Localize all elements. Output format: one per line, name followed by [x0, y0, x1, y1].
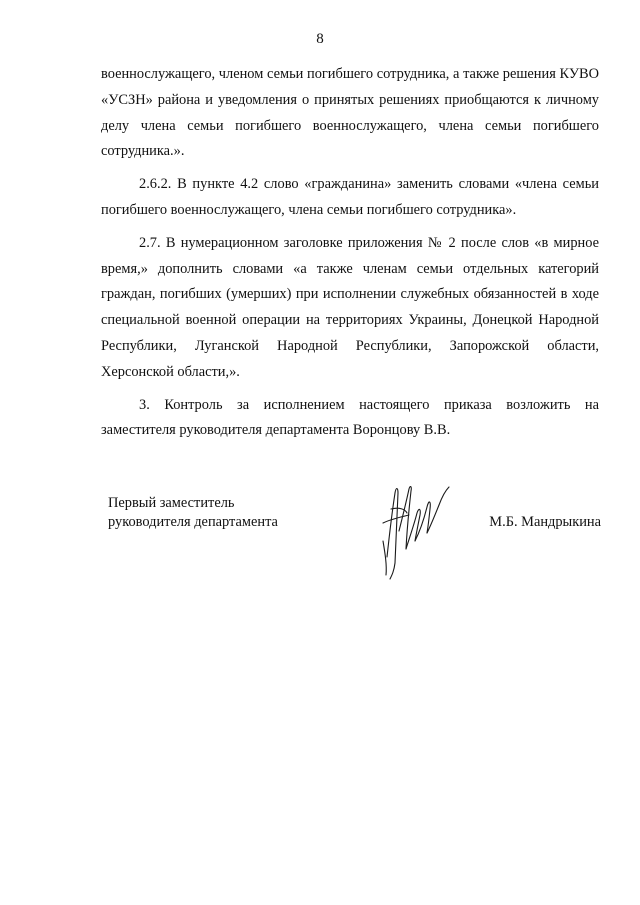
- page-number: 8: [316, 31, 324, 47]
- handwritten-signature-icon: [369, 479, 459, 589]
- paragraph-2-7: 2.7. В нумерационном заголовке приложения № 2 после слов «в мирное время,» дополнить словами «а также членам семьи отдельных категорий граждан, погибших (умерших) при исполнении служебных обязанностей в ходе специальной военной операции на территориях Украины, Донецкой Народной Республики, Луганской Народной Республики, Запорожской области, Херсонской области,».: [101, 234, 599, 380]
- signatory-position-line1: Первый заместитель: [108, 495, 235, 511]
- paragraph-2-6-2: 2.6.2. В пункте 4.2 слово «гражданина» заменить словами «члена семьи погибшего военнослужащего, члена семьи погибшего сотрудника».: [101, 176, 599, 218]
- document-body: [101, 62, 599, 451]
- paragraph-3: 3. Контроль за исполнением настоящего приказа возложить на заместителя руководителя департамента Воронцову В.В.: [101, 396, 599, 439]
- paragraph-continuation: военнослужащего, членом семьи погибшего сотрудника, а также решения КУВО «УСЗН» района и уведомления о принятых решениях приобщаются к личному делу члена семьи погибшего военнослужащего, члена семьи погибшего сотрудника.».: [101, 66, 599, 160]
- signatory-name: М.Б. Мандрыкина: [489, 514, 601, 530]
- signature-block: [101, 494, 601, 574]
- signatory-position-line2: руководителя департамента: [108, 514, 278, 530]
- signatory-position: [108, 494, 278, 532]
